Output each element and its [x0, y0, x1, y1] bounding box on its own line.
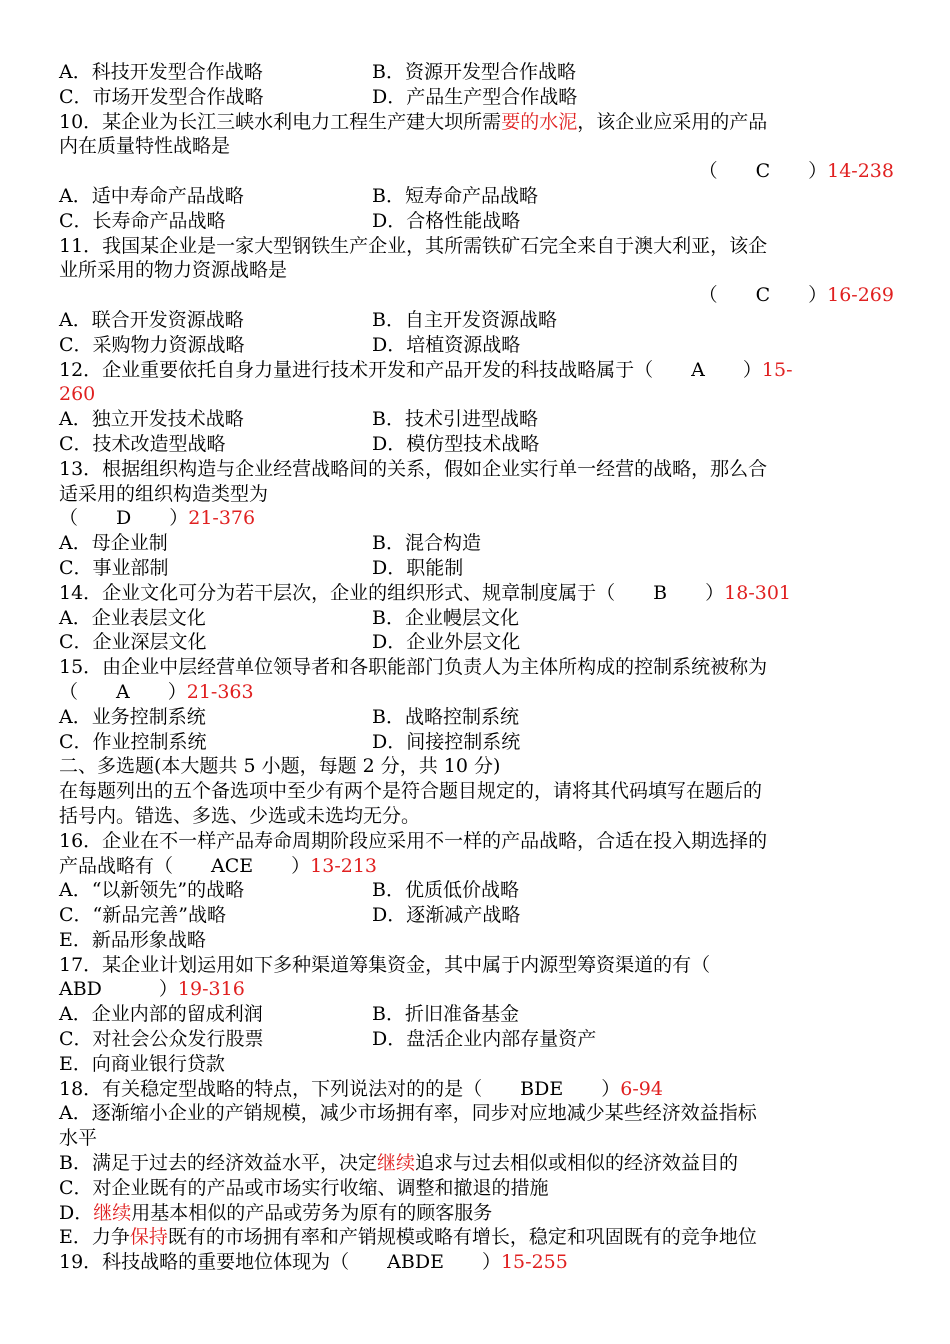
- q11-answer: （ C ）: [698, 284, 828, 307]
- q14-option-c: C．企业深层文化: [59, 631, 207, 654]
- q13-option-b: B．混合构造: [372, 532, 481, 555]
- q13-reference: 21-376: [188, 507, 256, 530]
- q17-options-row-2: [59, 1027, 894, 1052]
- q14-stem-line-1: 14．企业文化可分为若干层次，企业的组织形式、规章制度属于（ B ）18-301: [59, 581, 792, 604]
- q10-option-b: B．短寿命产品战略: [372, 184, 538, 207]
- q18-option-a-line-1: A．逐渐缩小企业的产销规模，减少市场拥有率，同步对应地减少某些经济效益指标: [59, 1102, 757, 1125]
- q15-answer-line: [59, 680, 894, 705]
- q9-option-c: C．市场开发型合作战略: [59, 85, 264, 108]
- q17-option-e: E．向商业银行贷款: [59, 1052, 225, 1075]
- q16-reference: 13-213: [310, 854, 378, 877]
- q16-options-row-1: [59, 878, 894, 903]
- q19-reference: 15-255: [500, 1251, 568, 1274]
- q18-option-b: B．满足于过去的经济效益水平，决定继续追求与过去相似或相似的经济效益目的: [59, 1152, 738, 1175]
- q15-answer: （ A ）: [59, 680, 187, 703]
- q18-option-a-line-2: 水平: [59, 1127, 98, 1150]
- q11-options-row-1: [59, 308, 894, 333]
- q13-answer: （ D ）: [59, 507, 189, 530]
- q16-options-row-2: [59, 903, 894, 928]
- q14-option-a: A．企业表层文化: [59, 606, 206, 629]
- q13-options-row-2: [59, 556, 894, 581]
- q9-options-row-1: [59, 60, 894, 85]
- q16-stem-line-1: 16．企业在不一样产品寿命周期阶段应采用不一样的产品战略，合适在投入期选择的: [59, 829, 768, 852]
- q10-options-row-2: [59, 209, 894, 234]
- q15-options-row-2: [59, 730, 894, 755]
- q12-option-d: D．模仿型技术战略: [372, 432, 540, 455]
- q15-reference: 21-363: [186, 680, 254, 703]
- q10-reference: 14-238: [827, 160, 894, 183]
- q18-option-b-highlight: 继续: [376, 1152, 415, 1175]
- q12-options-row-2: [59, 432, 894, 457]
- q12-stem-line-1: 12．企业重要依托自身力量进行技术开发和产品开发的科技战略属于（ A ）15-: [59, 358, 793, 381]
- q11-answer-line: [59, 283, 894, 308]
- q11-reference: 16-269: [827, 284, 894, 307]
- q9-options-row-2: [59, 85, 894, 110]
- q12-option-c: C．技术改造型战略: [59, 432, 226, 455]
- q10-stem-line-1: 10．某企业为长江三峡水利电力工程生产建大坝所需要的水泥，该企业应采用的产品: [59, 110, 768, 133]
- q14-reference: 18-301: [724, 581, 792, 604]
- q15-option-c: C．作业控制系统: [59, 730, 207, 753]
- q9-option-a: A．科技开发型合作战略: [59, 61, 263, 83]
- q17-options-row-1: [59, 1002, 894, 1027]
- q11-option-a: A．联合开发资源战略: [59, 308, 244, 331]
- q13-stem-line-2: 适采用的组织构造类型为: [59, 482, 269, 505]
- q19-stem-line-1: 19．科技战略的重要地位体现为（ ABDE ）15-255: [59, 1251, 568, 1274]
- q9-option-b: B．资源开发型合作战略: [372, 61, 576, 83]
- q18-option-c: C．对企业既有的产品或市场实行收缩、调整和撤退的措施: [59, 1176, 549, 1199]
- q18-option-d: D．继续用基本相似的产品或劳务为原有的顾客服务: [59, 1201, 493, 1224]
- q15-option-d: D．间接控制系统: [372, 730, 521, 753]
- q13-options-row-1: [59, 531, 894, 556]
- section-2-instructions-line-1: 在每题列出的五个备选项中至少有两个是符合题目规定的，请将其代码填写在题后的: [59, 780, 763, 803]
- q11-option-c: C．采购物力资源战略: [59, 333, 245, 356]
- q17-option-a: A．企业内部的留成利润: [59, 1003, 263, 1026]
- q18-option-d-highlight: 继续: [93, 1201, 132, 1224]
- q13-stem-line-1: 13．根据组织构造与企业经营战略间的关系，假如企业实行单一经营的战略，那么合: [59, 457, 768, 480]
- q16-option-c: C．“新品完善”战略: [59, 904, 226, 927]
- q16-option-e: E．新品形象战略: [59, 928, 206, 951]
- q10-option-a: A．适中寿命产品战略: [59, 184, 244, 207]
- q15-options-row-1: [59, 705, 894, 730]
- q13-option-a: A．母企业制: [59, 532, 168, 555]
- section-2-title: 二、多选题(本大题共 5 小题，每题 2 分，共 10 分): [59, 755, 501, 778]
- q17-option-b: B．折旧准备基金: [372, 1003, 519, 1026]
- q10-answer-line: [59, 159, 894, 184]
- q14-option-b: B．企业幔层文化: [372, 606, 519, 629]
- q14-options-row-1: [59, 606, 894, 631]
- q15-option-a: A．业务控制系统: [59, 705, 206, 728]
- q10-option-c: C．长寿命产品战略: [59, 209, 226, 232]
- q17-reference: 19-316: [177, 978, 245, 1001]
- q13-answer-line: [59, 506, 894, 531]
- q18-option-e-highlight: 保持: [129, 1226, 168, 1249]
- q15-stem-line-1: 15．由企业中层经营单位领导者和各职能部门负责人为主体所构成的控制系统被称为: [59, 656, 768, 679]
- q11-option-d: D．培植资源战略: [372, 333, 521, 356]
- section-2-instructions-line-2: 括号内。错选、多选、少选或未选均无分。: [59, 804, 421, 827]
- q9-option-d: D．产品生产型合作战略: [372, 85, 578, 108]
- q17-stem-line-2: ABD ）19-316: [59, 978, 245, 1001]
- q14-option-d: D．企业外层文化: [372, 631, 521, 654]
- q12-reference-part-2: 260: [59, 383, 96, 406]
- q13-option-d: D．职能制: [372, 556, 464, 579]
- q10-option-d: D．合格性能战略: [372, 209, 521, 232]
- q10-highlight: 要的水泥: [501, 110, 578, 133]
- q17-option-c: C．对社会公众发行股票: [59, 1028, 264, 1051]
- q18-option-e: E．力争保持既有的市场拥有率和产销规模或略有增长，稳定和巩固既有的竞争地位: [59, 1226, 757, 1249]
- q11-stem-line-1: 11．我国某企业是一家大型钢铁生产企业，其所需铁矿石完全来自于澳大利亚，该企: [59, 234, 768, 257]
- q16-option-b: B．优质低价战略: [372, 879, 519, 902]
- q12-reference-part-1: 15-: [761, 358, 793, 381]
- q11-option-b: B．自主开发资源战略: [372, 308, 557, 331]
- q17-option-d: D．盘活企业内部存量资产: [372, 1028, 597, 1051]
- q10-options-row-1: [59, 184, 894, 209]
- q12-option-a: A．独立开发技术战略: [59, 408, 244, 431]
- q17-stem-line-1: 17．某企业计划运用如下多种渠道筹集资金，其中属于内源型筹资渠道的有（: [59, 953, 711, 976]
- q15-option-b: B．战略控制系统: [372, 705, 519, 728]
- q11-stem-line-2: 业所采用的物力资源战略是: [59, 259, 288, 282]
- q18-reference: 6-94: [620, 1077, 663, 1100]
- q10-stem-line-2: 内在质量特性战略是: [59, 135, 231, 158]
- q10-answer: （ C ）: [698, 160, 828, 183]
- q14-options-row-2: [59, 630, 894, 655]
- q16-option-a: A．“以新领先”的战略: [59, 879, 245, 902]
- q16-stem-line-2: 产品战略有（ ACE ）13-213: [59, 854, 378, 877]
- q12-option-b: B．技术引进型战略: [372, 408, 538, 431]
- q18-stem-line-1: 18．有关稳定型战略的特点，下列说法对的的是（ BDE ）6-94: [59, 1077, 663, 1100]
- q16-option-d: D．逐渐减产战略: [372, 904, 521, 927]
- q13-option-c: C．事业部制: [59, 556, 169, 579]
- exam-document: [59, 60, 894, 1275]
- q11-options-row-2: [59, 333, 894, 358]
- q12-options-row-1: [59, 407, 894, 432]
